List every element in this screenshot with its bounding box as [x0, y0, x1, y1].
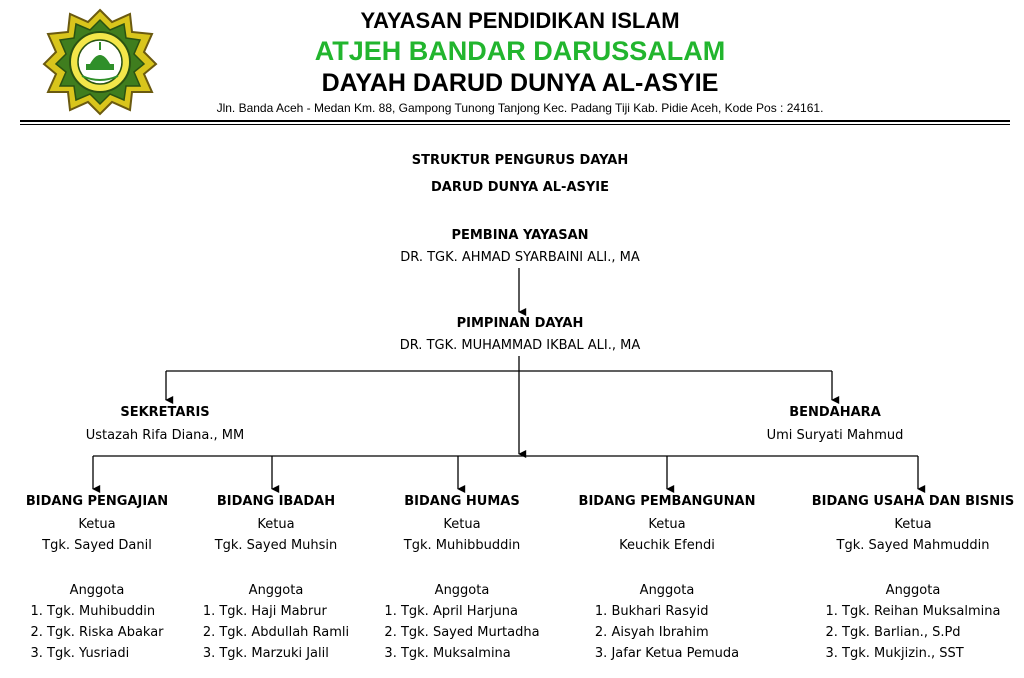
anggota-list	[384, 604, 539, 667]
list-item: 1. Tgk. Reihan Muksalmina	[825, 604, 1001, 619]
anggota-label: Anggota	[885, 583, 941, 598]
header-foundation-name: YAYASAN PENDIDIKAN ISLAM	[360, 8, 680, 33]
bidang-title: BIDANG HUMAS	[404, 494, 520, 509]
list-item: 3. Tgk. Marzuki Jalil	[202, 646, 329, 661]
bendahara-role: BENDAHARA	[789, 405, 881, 420]
anggota-label: Anggota	[639, 583, 695, 598]
sekretaris-role: SEKRETARIS	[120, 405, 210, 420]
list-item: 2. Tgk. Abdullah Ramli	[202, 625, 350, 640]
list-item: 2. Tgk. Sayed Murtadha	[384, 625, 540, 640]
bidang-humas	[362, 494, 562, 667]
anggota-label: Anggota	[248, 583, 304, 598]
list-item: 3. Tgk. Mukjizin., SST	[825, 646, 964, 661]
bidang-usaha-dan-bisnis	[808, 494, 1018, 667]
header-address: Jln. Banda Aceh - Medan Km. 88, Gampong Tunong Tanjong Kec. Padang Tiji Kab. Pidie Aceh, Kode Pos : 24161.	[216, 101, 824, 115]
list-item: 3. Tgk. Yusriadi	[30, 646, 130, 661]
bidang-title: BIDANG USAHA DAN BISNIS	[811, 494, 1015, 509]
ketua-name: Tgk. Sayed Mahmuddin	[836, 538, 990, 553]
list-item: 2. Aisyah Ibrahim	[594, 625, 709, 640]
bidang-title: BIDANG IBADAH	[216, 494, 336, 509]
ketua-label: Ketua	[894, 517, 932, 532]
bidang-title: BIDANG PEMBANGUNAN	[578, 494, 756, 509]
bidang-pembangunan	[567, 494, 767, 667]
pimpinan-name: DR. TGK. MUHAMMAD IKBAL ALI., MA	[399, 338, 641, 353]
bidang-title: BIDANG PENGAJIAN	[25, 494, 169, 509]
list-item: 1. Bukhari Rasyid	[594, 604, 709, 619]
header-institution-name: DAYAH DARUD DUNYA AL-ASYIE	[321, 69, 719, 97]
bidang-pengajian	[0, 494, 197, 667]
ketua-name: Tgk. Sayed Muhsin	[214, 538, 338, 553]
list-item: 3. Tgk. Muksalmina	[384, 646, 511, 661]
anggota-list	[203, 604, 349, 667]
list-item: 2. Tgk. Barlian., S.Pd	[825, 625, 961, 640]
list-item: 1. Tgk. Muhibuddin	[30, 604, 156, 619]
anggota-label: Anggota	[434, 583, 490, 598]
ketua-name: Keuchik Efendi	[619, 538, 715, 553]
bendahara-name: Umi Suryati Mahmud	[766, 428, 904, 443]
ketua-label: Ketua	[443, 517, 481, 532]
pembina-name: DR. TGK. AHMAD SYARBAINI ALI., MA	[400, 250, 640, 265]
header-foundation-region: ATJEH BANDAR DARUSSALAM	[314, 36, 726, 66]
page-title-line1: STRUKTUR PENGURUS DAYAH	[411, 153, 629, 168]
ketua-label: Ketua	[648, 517, 686, 532]
anggota-list	[595, 604, 739, 667]
list-item: 3. Jafar Ketua Pemuda	[594, 646, 740, 661]
anggota-label: Anggota	[69, 583, 125, 598]
ketua-name: Tgk. Muhibbuddin	[403, 538, 521, 553]
ketua-name: Tgk. Sayed Danil	[42, 538, 152, 553]
anggota-list	[30, 604, 163, 667]
list-item: 2. Tgk. Riska Abakar	[30, 625, 164, 640]
anggota-list	[826, 604, 1001, 667]
list-item: 1. Tgk. April Harjuna	[384, 604, 518, 619]
page-title-line2: DARUD DUNYA AL-ASYIE	[430, 180, 609, 195]
list-item: 1. Tgk. Haji Mabrur	[202, 604, 327, 619]
pembina-role: PEMBINA YAYASAN	[451, 228, 589, 243]
ketua-label: Ketua	[257, 517, 295, 532]
pimpinan-role: PIMPINAN DAYAH	[456, 316, 584, 331]
ketua-label: Ketua	[78, 517, 116, 532]
sekretaris-name: Ustazah Rifa Diana., MM	[85, 428, 245, 443]
bidang-ibadah	[176, 494, 376, 667]
